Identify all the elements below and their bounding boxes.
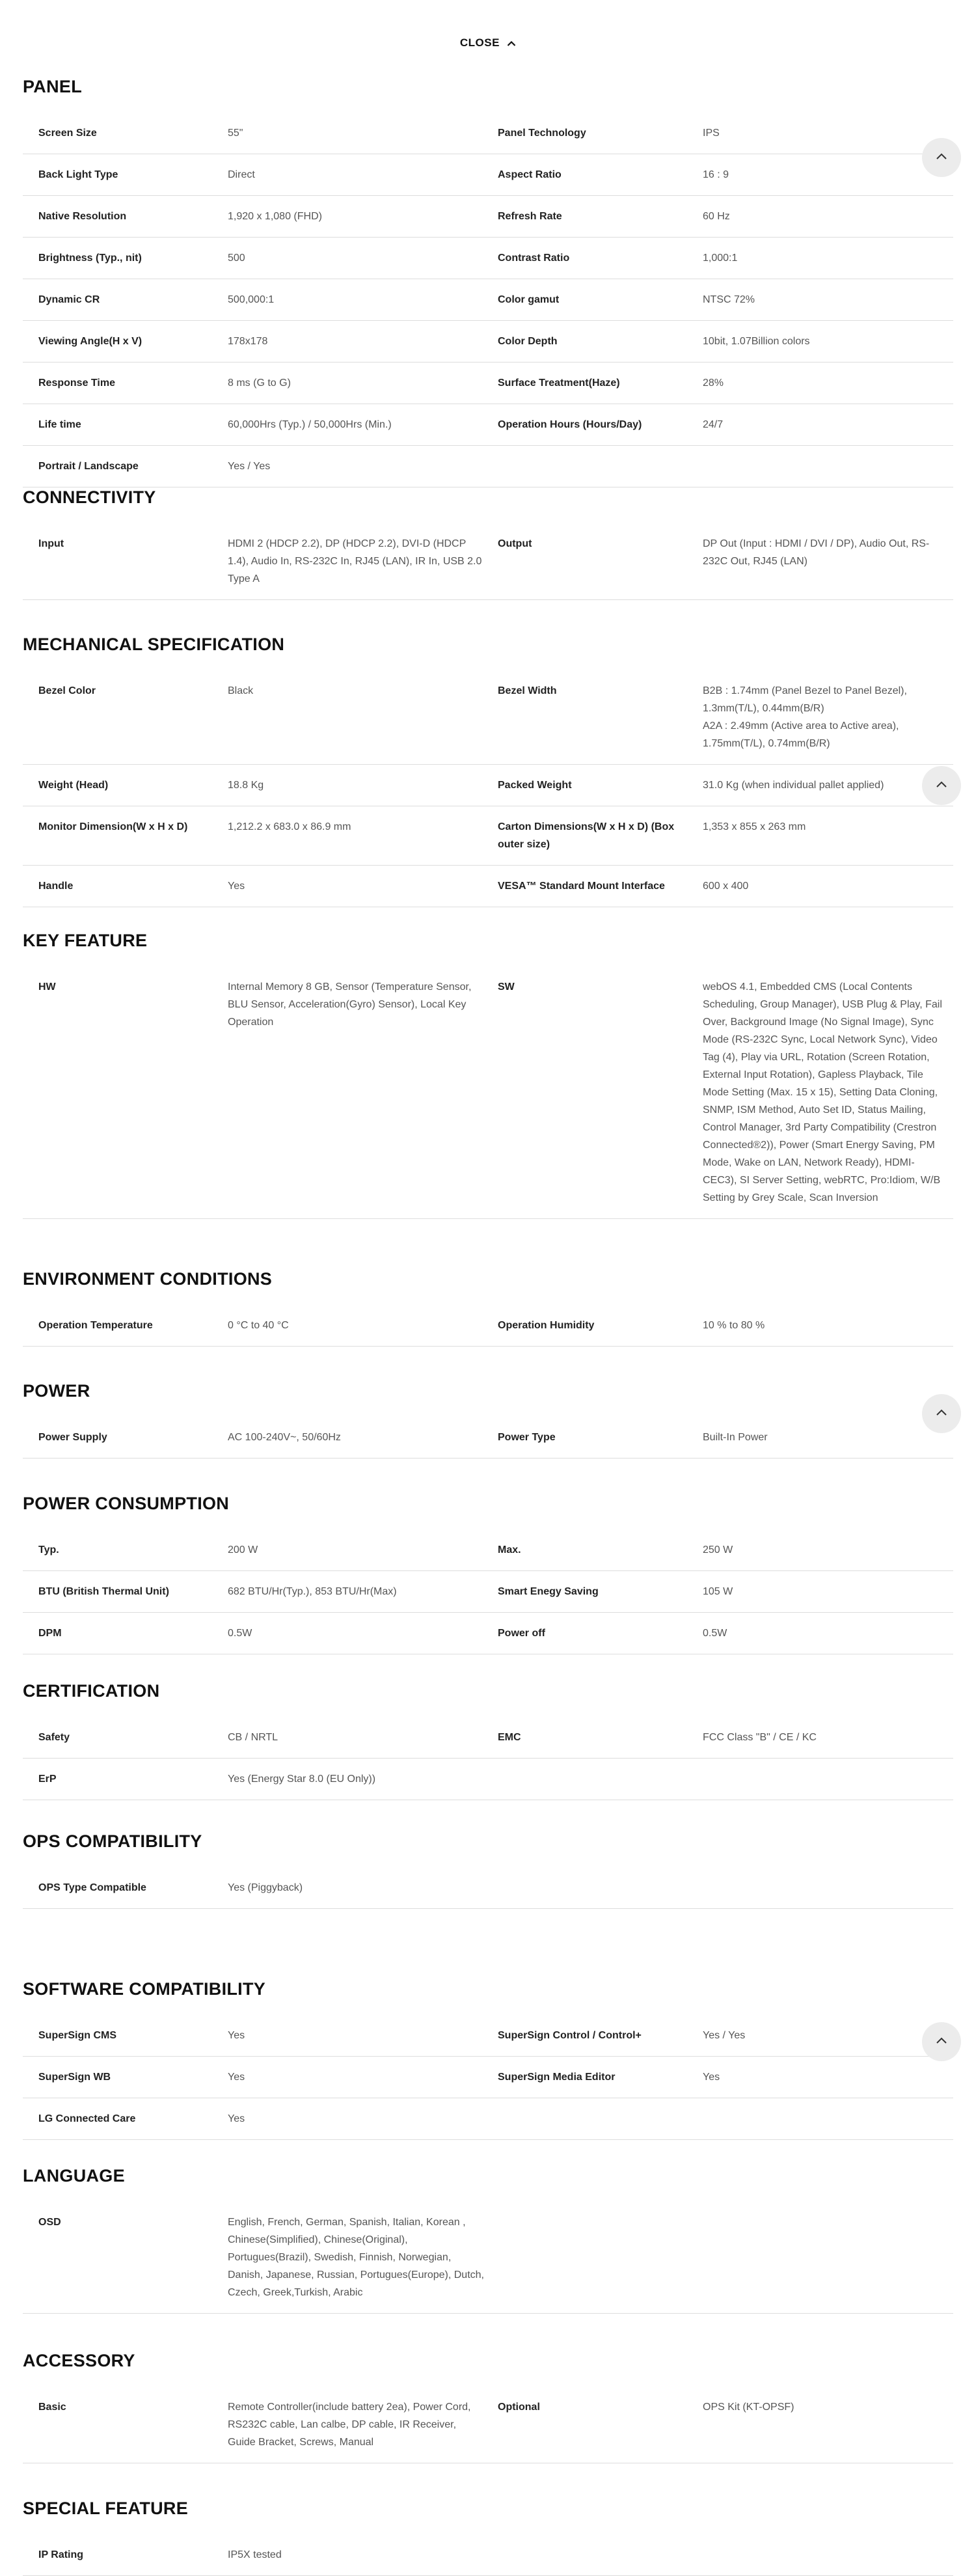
spec-table	[23, 1305, 953, 1347]
scroll-to-top-button[interactable]	[922, 766, 961, 805]
spec-value: 1,212.2 x 683.0 x 86.9 mm	[228, 821, 351, 832]
spec-row	[23, 321, 953, 363]
spec-row	[23, 446, 953, 487]
spec-row	[23, 279, 953, 321]
spec-row	[23, 2387, 953, 2463]
spec-label: Operation Temperature	[38, 1320, 153, 1331]
spec-value: Yes (Piggyback)	[228, 1882, 303, 1893]
chevron-up-icon	[936, 152, 947, 163]
section-title: SPECIAL FEATURE	[23, 2499, 189, 2518]
spec-value: 0.5W	[228, 1628, 252, 1639]
section-title: POWER	[23, 1381, 90, 1401]
section-title: MECHANICAL SPECIFICATION	[23, 635, 285, 654]
spec-label	[498, 1879, 703, 1897]
spec-value: AC 100-240V~, 50/60Hz	[228, 1432, 341, 1443]
scroll-to-top-button[interactable]	[922, 138, 961, 177]
spec-value: 55"	[228, 128, 243, 139]
spec-row	[23, 196, 953, 238]
spec-value: 500,000:1	[228, 294, 275, 305]
spec-value: 1,353 x 855 x 263 mm	[703, 821, 806, 832]
scroll-to-top-button[interactable]	[922, 1394, 961, 1433]
spec-value: 682 BTU/Hr(Typ.), 853 BTU/Hr(Max)	[228, 1586, 397, 1597]
spec-label: Aspect Ratio	[498, 169, 562, 180]
spec-row	[23, 2057, 953, 2098]
spec-value: 250 W	[703, 1544, 733, 1555]
spec-label: DPM	[38, 1628, 62, 1639]
spec-value: Built-In Power	[703, 1432, 768, 1443]
spec-label	[498, 2110, 703, 2128]
spec-table	[23, 2534, 953, 2576]
spec-label: SuperSign Media Editor	[498, 2072, 616, 2083]
spec-label: Back Light Type	[38, 169, 118, 180]
spec-row	[23, 1717, 953, 1759]
spec-label: Safety	[38, 1732, 70, 1743]
spec-table	[23, 523, 953, 600]
spec-section	[23, 1494, 953, 1639]
spec-value: NTSC 72%	[703, 294, 755, 305]
section-title: ACCESSORY	[23, 2351, 135, 2370]
spec-label: Carton Dimensions(W x H x D) (Box outer size)	[498, 821, 675, 850]
spec-label: Life time	[38, 419, 81, 430]
spec-value: 60 Hz	[703, 211, 730, 222]
spec-table	[23, 113, 953, 487]
spec-section	[23, 931, 953, 1203]
spec-label: Dynamic CR	[38, 294, 100, 305]
spec-row	[23, 806, 953, 866]
spec-value: Yes / Yes	[703, 2030, 746, 2041]
spec-row	[23, 113, 953, 154]
section-title: CERTIFICATION	[23, 1681, 160, 1701]
spec-value	[703, 458, 953, 475]
spec-label: Panel Technology	[498, 128, 586, 139]
spec-value: 16 : 9	[703, 169, 729, 180]
spec-value: Yes	[228, 881, 245, 892]
spec-label: BTU (British Thermal Unit)	[38, 1586, 169, 1597]
spec-row	[23, 1867, 953, 1909]
spec-table	[23, 2202, 953, 2314]
chevron-up-icon	[936, 780, 947, 791]
spec-label: Power Type	[498, 1432, 556, 1443]
spec-section	[23, 1979, 953, 2124]
spec-row	[23, 2534, 953, 2576]
spec-value: 1,920 x 1,080 (FHD)	[228, 211, 322, 222]
spec-label	[498, 2213, 703, 2301]
spec-value: 31.0 Kg (when individual pallet applied)	[703, 780, 884, 791]
spec-row	[23, 523, 953, 600]
spec-value	[703, 1770, 953, 1788]
spec-label: Packed Weight	[498, 780, 572, 791]
scroll-to-top-button[interactable]	[922, 2022, 961, 2061]
spec-label: Operation Humidity	[498, 1320, 595, 1331]
spec-value: 1,000:1	[703, 253, 738, 264]
spec-value: CB / NRTL	[228, 1732, 278, 1743]
spec-value: Remote Controller(include battery 2ea), Power Cord, RS232C cable, Lan calbe, DP cable, IR Receiver, Guide Bracket, Screws, Manual	[228, 2402, 471, 2448]
spec-label: Operation Hours (Hours/Day)	[498, 419, 642, 430]
chevron-up-icon	[507, 37, 516, 50]
spec-value: Yes (Energy Star 8.0 (EU Only))	[228, 1774, 376, 1785]
spec-value: IPS	[703, 128, 720, 139]
spec-table	[23, 1867, 953, 1909]
spec-row	[23, 670, 953, 765]
spec-label: OSD	[38, 2217, 61, 2228]
spec-value: HDMI 2 (HDCP 2.2), DP (HDCP 2.2), DVI-D (HDCP 1.4), Audio In, RS-232C In, RJ45 (LAN), IR In, USB 2.0 Type A	[228, 538, 482, 584]
section-title: SOFTWARE COMPATIBILITY	[23, 1979, 266, 1999]
spec-value: B2B : 1.74mm (Panel Bezel to Panel Bezel), 1.3mm(T/L), 0.44mm(B/R) A2A : 2.49mm (Active area to Active area), 1.75mm(T/L), 0.74mm(B/R)	[703, 685, 907, 749]
spec-label: Color Depth	[498, 336, 558, 347]
spec-value: Yes	[228, 2030, 245, 2041]
spec-value: 28%	[703, 377, 724, 389]
spec-value: 500	[228, 253, 245, 264]
spec-value	[703, 2546, 953, 2564]
chevron-up-icon	[936, 2036, 947, 2048]
spec-section	[23, 2499, 953, 2560]
section-title: LANGUAGE	[23, 2166, 125, 2185]
spec-label: Typ.	[38, 1544, 59, 1555]
spec-value	[703, 2213, 953, 2301]
spec-label: Bezel Width	[498, 685, 557, 696]
spec-label: Input	[38, 538, 64, 549]
spec-section	[23, 1381, 953, 1443]
close-label: CLOSE	[459, 36, 500, 49]
spec-section	[23, 2351, 953, 2448]
spec-value: 60,000Hrs (Typ.) / 50,000Hrs (Min.)	[228, 419, 392, 430]
spec-value: 8 ms (G to G)	[228, 377, 291, 389]
spec-value	[703, 1879, 953, 1897]
spec-value: webOS 4.1, Embedded CMS (Local Contents Scheduling, Group Manager), USB Plug & Play, Fail Over, Background Image (No Signal Image), Sync Mode (RS-232C Sync, Local Network Sync), Video Tag (4), Play via URL, Rotation (Screen Rotation, External Input Rotation), Gapless Playback, Tile Mode Setting (Max. 15 x 15), Setting Data Cloning, SNMP, ISM Method, Auto Set ID, Status Mailing, Control Manager, 3rd Party Compatibility (Crestron Connected®2)), Power (Smart Energy Saving, PM Mode, Wake on LAN, Network Ready), HDMI-CEC3), SI Server Setting, webRTC, Pro:Idiom, W/B Setting by Grey Scale, Scan Inversion	[703, 981, 942, 1203]
spec-label: EMC	[498, 1732, 521, 1743]
spec-value: 200 W	[228, 1544, 258, 1555]
spec-label	[498, 1770, 703, 1788]
spec-row	[23, 866, 953, 907]
spec-value: Yes / Yes	[228, 461, 271, 472]
spec-label: VESA™ Standard Mount Interface	[498, 881, 665, 892]
spec-row	[23, 2015, 953, 2057]
spec-value: English, French, German, Spanish, Italian, Korean , Chinese(Simplified), Chinese(Original), Portugues(Brazil), Swedish, Finnish, Norwegian, Danish, Japanese, Russian, Portugues(Europe), Dutch, Czech, Greek,Turkish, Arabic	[228, 2217, 484, 2298]
spec-label: Max.	[498, 1544, 521, 1555]
close-button[interactable]	[0, 36, 976, 50]
spec-value: Internal Memory 8 GB, Sensor (Temperature Sensor, BLU Sensor, Acceleration(Gyro) Sensor), Local Key Operation	[228, 981, 472, 1028]
spec-section	[23, 2166, 953, 2298]
spec-label: SuperSign Control / Control+	[498, 2030, 642, 2041]
spec-row	[23, 154, 953, 196]
section-title: POWER CONSUMPTION	[23, 1494, 230, 1513]
spec-value: 24/7	[703, 419, 724, 430]
spec-label: Contrast Ratio	[498, 253, 570, 264]
spec-label: Refresh Rate	[498, 211, 562, 222]
spec-label: Optional	[498, 2402, 540, 2413]
spec-value: 10 % to 80 %	[703, 1320, 765, 1331]
spec-value: 0 °C to 40 °C	[228, 1320, 289, 1331]
spec-label	[498, 458, 703, 475]
spec-value	[703, 2110, 953, 2128]
section-title: CONNECTIVITY	[23, 487, 156, 507]
spec-value: 10bit, 1.07Billion colors	[703, 336, 810, 347]
spec-label: Native Resolution	[38, 211, 127, 222]
spec-table	[23, 2387, 953, 2463]
spec-row	[23, 363, 953, 404]
spec-row	[23, 966, 953, 1219]
section-title: PANEL	[23, 77, 83, 96]
chevron-up-icon	[936, 1408, 947, 1419]
spec-label: LG Connected Care	[38, 2113, 136, 2124]
spec-label: SuperSign WB	[38, 2072, 111, 2083]
spec-value: DP Out (Input : HDMI / DVI / DP), Audio Out, RS-232C Out, RJ45 (LAN)	[703, 538, 930, 567]
spec-value: Yes	[228, 2113, 245, 2124]
spec-label: Monitor Dimension(W x H x D)	[38, 821, 188, 832]
spec-table	[23, 670, 953, 907]
spec-table	[23, 1529, 953, 1654]
spec-label: Power Supply	[38, 1432, 107, 1443]
spec-row	[23, 1529, 953, 1571]
spec-row	[23, 404, 953, 446]
spec-label	[498, 2546, 703, 2564]
spec-value: 18.8 Kg	[228, 780, 264, 791]
section-title: OPS COMPATIBILITY	[23, 1831, 202, 1851]
spec-table	[23, 2015, 953, 2140]
spec-table	[23, 966, 953, 1219]
section-title: ENVIRONMENT CONDITIONS	[23, 1269, 273, 1289]
spec-value: FCC Class "B" / CE / KC	[703, 1732, 817, 1743]
spec-section	[23, 1831, 953, 1893]
spec-value: 600 x 400	[703, 881, 749, 892]
spec-row	[23, 1613, 953, 1654]
spec-label: Weight (Head)	[38, 780, 109, 791]
spec-label: IP Rating	[38, 2549, 84, 2560]
section-title: KEY FEATURE	[23, 931, 148, 950]
spec-label: Viewing Angle(H x V)	[38, 336, 142, 347]
spec-value: 105 W	[703, 1586, 733, 1597]
spec-label: Power off	[498, 1628, 545, 1639]
spec-label: Basic	[38, 2402, 66, 2413]
spec-row	[23, 765, 953, 806]
spec-value: IP5X tested	[228, 2549, 282, 2560]
spec-section	[23, 77, 953, 472]
spec-label: Bezel Color	[38, 685, 96, 696]
spec-value: 178x178	[228, 336, 268, 347]
spec-value: OPS Kit (KT-OPSF)	[703, 2402, 794, 2413]
spec-label: Screen Size	[38, 128, 97, 139]
spec-value: 0.5W	[703, 1628, 727, 1639]
spec-table	[23, 1717, 953, 1800]
spec-section	[23, 1269, 953, 1331]
spec-label: Portrait / Landscape	[38, 461, 139, 472]
spec-label: HW	[38, 981, 56, 993]
spec-label: Handle	[38, 881, 74, 892]
spec-label: Response Time	[38, 377, 115, 389]
spec-value: Direct	[228, 169, 255, 180]
spec-value: Black	[228, 685, 254, 696]
spec-label: SW	[498, 981, 515, 993]
spec-row	[23, 238, 953, 279]
spec-section	[23, 1681, 953, 1785]
spec-table	[23, 1417, 953, 1459]
spec-row	[23, 1571, 953, 1613]
spec-label: OPS Type Compatible	[38, 1882, 146, 1893]
spec-label: Brightness (Typ., nit)	[38, 253, 142, 264]
spec-label: Surface Treatment(Haze)	[498, 377, 620, 389]
spec-row	[23, 2202, 953, 2314]
spec-label: Color gamut	[498, 294, 560, 305]
spec-value: Yes	[703, 2072, 720, 2083]
spec-section	[23, 487, 953, 584]
spec-label: SuperSign CMS	[38, 2030, 117, 2041]
spec-row	[23, 2098, 953, 2140]
spec-row	[23, 1417, 953, 1459]
spec-label: Output	[498, 538, 532, 549]
spec-row	[23, 1759, 953, 1800]
spec-value: Yes	[228, 2072, 245, 2083]
spec-row	[23, 1305, 953, 1347]
spec-section	[23, 635, 953, 892]
spec-label: Smart Enegy Saving	[498, 1586, 599, 1597]
spec-label: ErP	[38, 1774, 57, 1785]
